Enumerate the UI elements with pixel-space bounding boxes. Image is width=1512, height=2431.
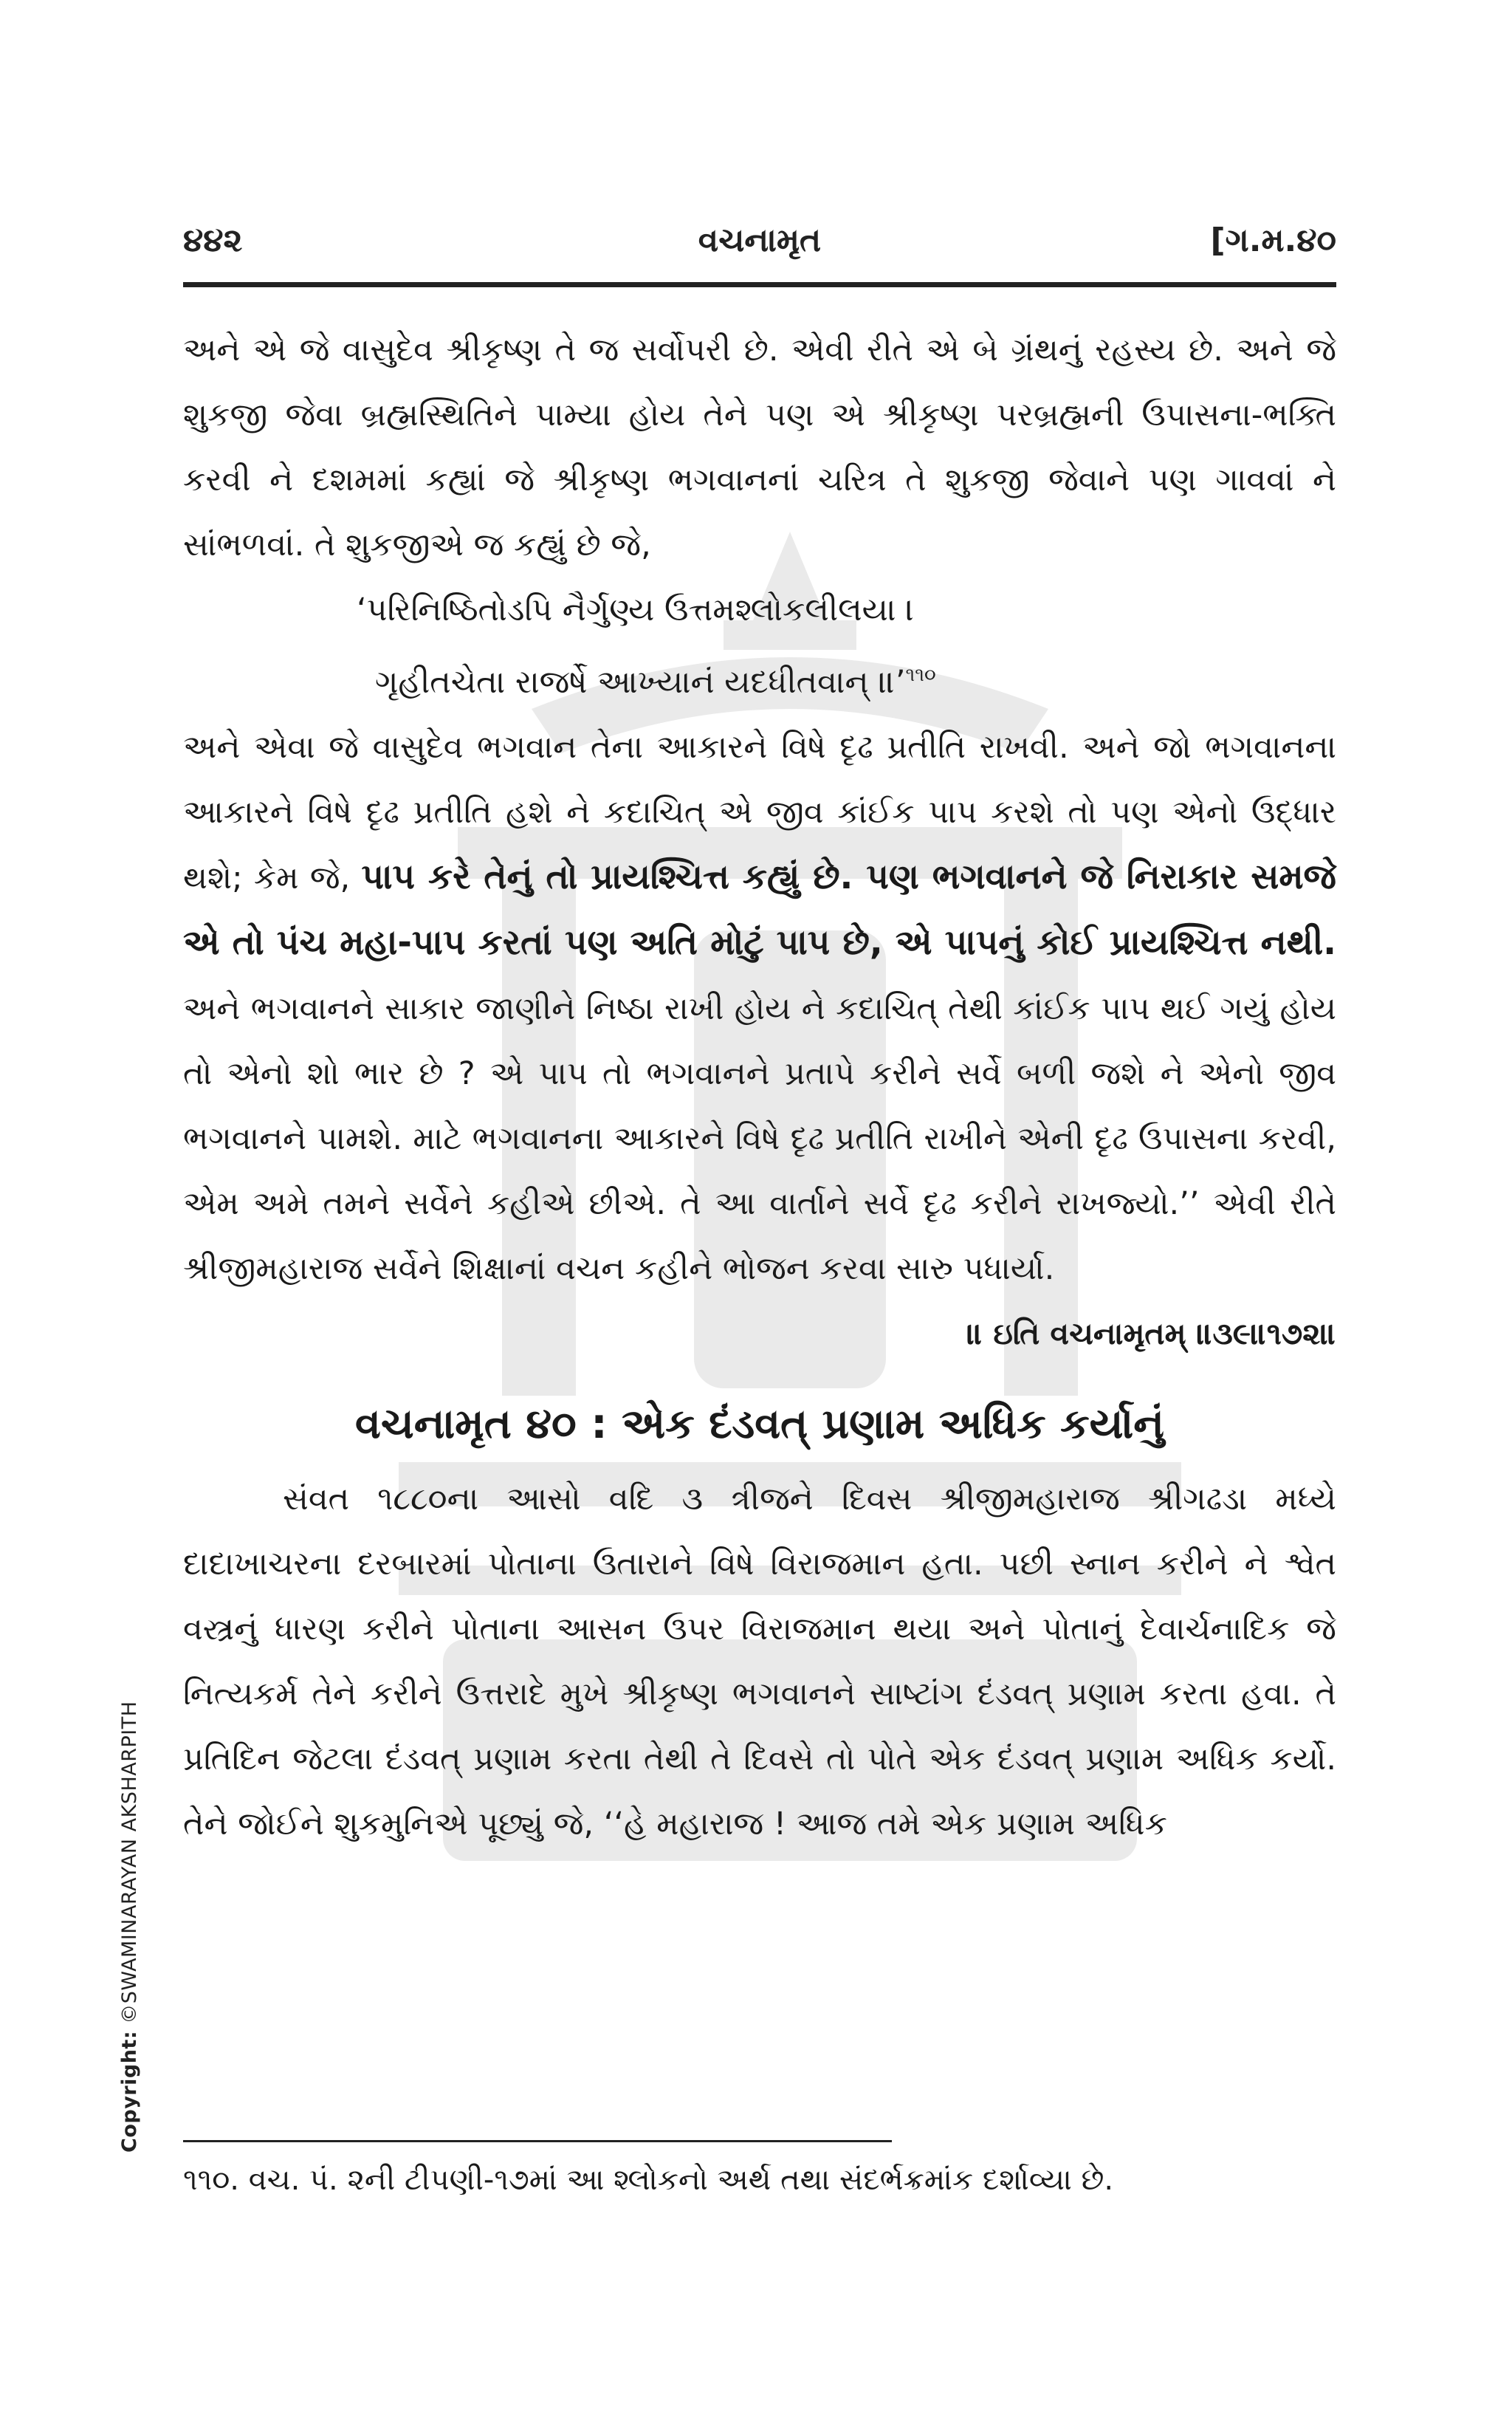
paragraph-2-emphasis: પાપ કરે તેનું તો પ્રાયશ્ચિત્ત કહ્યું છે. પણ ભગવાનને જે નિરાકાર સમજે એ તો પંચ મહા-પાપ કરતાં પણ અતિ મોટું પાપ છે, એ પાપનું કોઈ પ્રાયશ્ચિત્ત નથી. <box>183 857 1336 963</box>
verse-line-2 <box>183 642 1336 715</box>
page-number: ૪૪૨ <box>183 222 243 259</box>
page-header <box>183 214 1336 266</box>
paragraph-1: અને એ જે વાસુદેવ શ્રીકૃષ્ણ તે જ સર્વોપરી છે. એવી રીતે એ બે ગ્રંથનું રહસ્ય છે. અને જે શુકજી જેવા બ્રહ્મસ્થિતિને પામ્યા હોય તેને પણ એ શ્રીકૃષ્ણ પરબ્રહ્મની ઉપાસના-ભક્તિ કરવી ને દશમમાં કહ્યાં જે શ્રીકૃષ્ણ ભગવાનનાં ચરિત્ર તે શુકજી જેવાને પણ ગાવવાં ને સાંભળવાં. તે શુકજીએ જ કહ્યું છે જે, <box>183 332 1336 563</box>
page-body <box>183 318 1336 1856</box>
copyright-notice <box>118 1701 141 2153</box>
footnote-rule <box>183 2140 892 2142</box>
paragraph-2-end: અને ભગવાનને સાકાર જાણીને નિષ્ઠા રાખી હોય ને કદાચિત્ તેથી કાંઈક પાપ થઈ ગયું હોય તો એનો શો ભાર છે ? એ પાપ તો ભગવાનને પ્રતાપે કરીને સર્વે બળી જશે ને એનો જીવ ભગવાનને પામશે. માટે ભગવાનના આકારને વિષે દૃઢ પ્રતીતિ રાખીને એની દૃઢ ઉપાસના કરવી, એમ અમે તમને સર્વેને કહીએ છીએ. તે આ વાર્તાને સર્વે દૃઢ કરીને રાખજ્યો.’’ એવી રીતે શ્રીજીમહારાજ સર્વેને શિક્ષાનાં વચન કહીને ભોજન કરવા સારુ પધાર્યા. <box>183 990 1336 1287</box>
verse-line-1: ‘પરિનિષ્ઠિતોડપિ નૈર્ગુણ્ય ઉત્તમશ્લોકલીલયા । <box>357 592 915 628</box>
header-rule <box>183 282 1336 287</box>
section-reference: [ગ.મ.૪૦ <box>1210 222 1336 259</box>
colophon: ॥ ઇતિ વચનામૃતમ્ ॥૩૯॥૧૭૨॥ <box>966 1316 1336 1351</box>
verse-line-2-text: ગૃહીતચેતા રાજર્ષે આખ્યાનં યદધીતવાન્ ॥’ <box>375 664 906 701</box>
footnote-marker: ૧૧૦ <box>905 664 936 686</box>
running-title: વચનામૃત <box>698 222 822 259</box>
paragraph-3: સંવત ૧૮૮૦ના આસો વદિ ૩ ત્રીજને દિવસ શ્રીજીમહારાજ શ્રીગઢડા મધ્યે દાદાખાચરના દરબારમાં પોતાના ઉતારાને વિષે વિરાજમાન હતા. પછી સ્નાન કરીને ને શ્વેત વસ્ત્રનું ધારણ કરીને પોતાના આસન ઉપર વિરાજમાન થયા અને પોતાનું દેવાર્ચનાદિક જે નિત્યકર્મ તેને કરીને ઉત્તરાદે મુખે શ્રીકૃષ્ણ ભગવાનને સાષ્ટાંગ દંડવત્ પ્રણામ કરતા હવા. તે પ્રતિદિન જેટલા દંડવત્ પ્રણામ કરતા તેથી તે દિવસે તો પોતે એક દંડવત્ પ્રણામ અધિક કર્યો. તેને જોઈને શુકમુનિએ પૂછ્યું જે, ‘‘હે મહારાજ ! આજ તમે એક પ્રણામ અધિક <box>183 1481 1336 1842</box>
copyright-label: Copyright: <box>118 2030 141 2153</box>
chapter-title: વચનામૃત ૪૦ : એક દંડવત્ પ્રણામ અધિક કર્યાનું <box>355 1400 1164 1448</box>
copyright-owner: ©SWAMINARAYAN AKSHARPITH <box>118 1701 141 2024</box>
footnote: ૧૧૦. વચ. પં. ૨ની ટીપણી-૧૭માં આ શ્લોકનો અર્થ તથા સંદર્ભક્રમાંક દર્શાવ્યા છે. <box>183 2163 1114 2197</box>
paragraph-2-start: અને એવા જે વાસુદેવ ભગવાન તેના આકારને વિષે દૃઢ પ્રતીતિ રાખવી. અને જો ભગવાનના આકારને વિષે દૃઢ પ્રતીતિ હશે ને કદાચિત્ એ જીવ કાંઈક પાપ કરશે તો પણ એનો ઉદ્ધાર થશે; કેમ જે, <box>183 729 1336 896</box>
paragraph-2 <box>183 715 1336 1301</box>
